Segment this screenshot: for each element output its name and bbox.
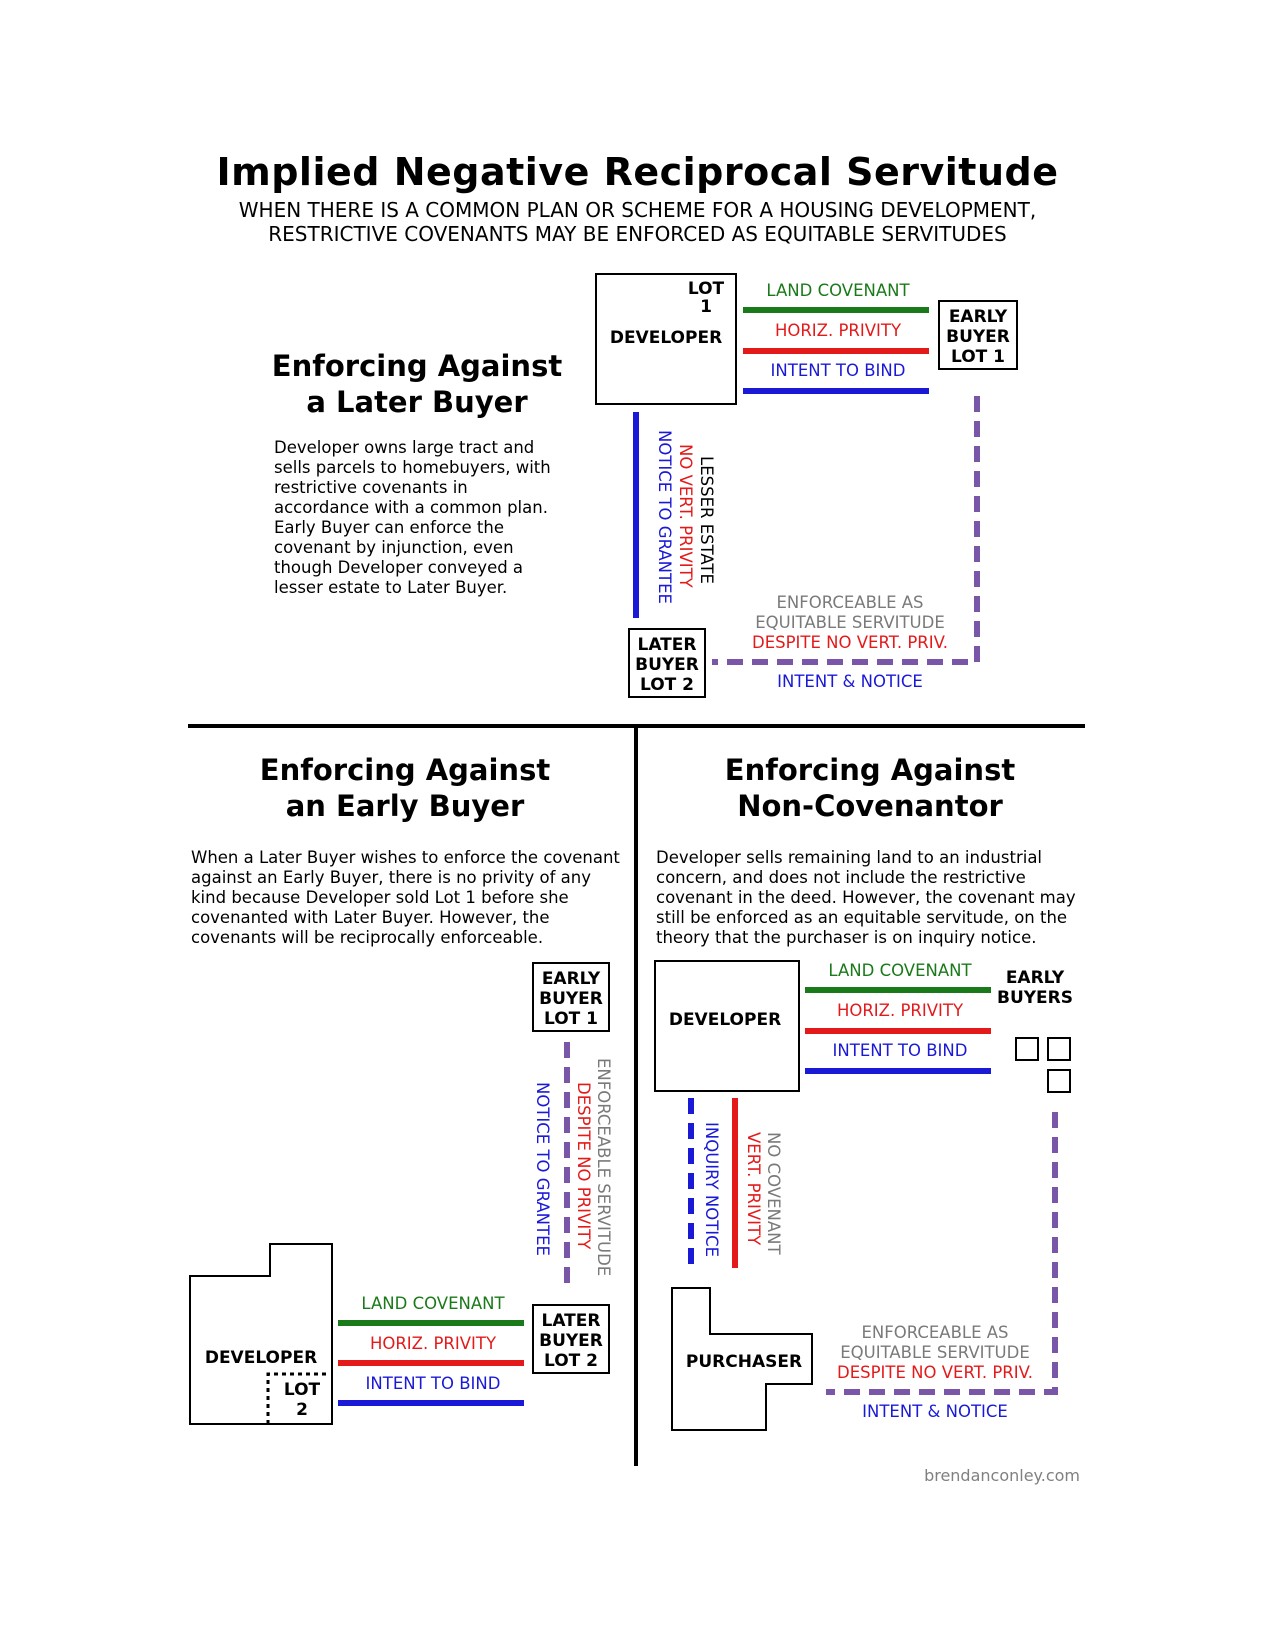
red-bar-section3 [805, 1028, 991, 1034]
later-buyer-label-section1 [628, 635, 706, 695]
intent-to-bind-label-section3: INTENT TO BIND [832, 1041, 968, 1060]
early-buyer-label-line2: BUYER [946, 327, 1010, 347]
early-buyer-label-section1 [938, 307, 1018, 367]
green-bar-section3 [805, 987, 991, 993]
section3-heading [690, 752, 1050, 824]
later-buyer-label-line1: LATER [637, 635, 697, 655]
green-bar-section1 [743, 307, 929, 313]
vert-privity-label-section3: VERT. PRIVITY [744, 1132, 763, 1246]
lot1-label-section1 [678, 280, 734, 316]
section2-description: When a Later Buyer wishes to enforce the covenant against an Early Buyer, there is no privity of any kind because Developer sold Lot 1 before she covenanted with Later Buyer. However, the covenants will be reciprocally enforceable. [191, 848, 620, 947]
blue-bar-section1 [743, 388, 929, 394]
later-buyer-label2-line1: LATER [541, 1311, 601, 1331]
page-subtitle-line2: RESTRICTIVE COVENANTS MAY BE ENFORCED AS EQUITABLE SERVITUDES [268, 222, 1007, 246]
horiz-privity-label-section2: HORIZ. PRIVITY [369, 1334, 497, 1353]
early-buyer-label-line3: LOT 1 [950, 347, 1006, 367]
page-title: Implied Negative Reciprocal Servitude [216, 150, 1059, 194]
lot2-label-line2: 2 [296, 1400, 308, 1420]
enforceable-as-label-section3: ENFORCEABLE AS [861, 1323, 1009, 1342]
intent-to-bind-label-section2: INTENT TO BIND [365, 1374, 501, 1393]
blue-bar-section3 [805, 1068, 991, 1074]
section2-heading-line1: Enforcing Against [259, 753, 551, 787]
land-covenant-label-section3: LAND COVENANT [828, 961, 972, 980]
section3-heading-line2: Non-Covenantor [737, 789, 1003, 823]
section1-heading [262, 348, 572, 420]
early-buyer-label2-line1: EARLY [541, 969, 601, 989]
later-buyer-label2-line2: BUYER [539, 1331, 603, 1351]
developer-label-section2: DEVELOPER [204, 1348, 318, 1368]
later-buyer-label2-line3: LOT 2 [543, 1351, 599, 1371]
page-subtitle-line1: WHEN THERE IS A COMMON PLAN OR SCHEME FOR A HOUSING DEVELOPMENT, [238, 198, 1037, 222]
developer-label-section1: DEVELOPER [609, 328, 723, 348]
early-buyers-label-line1: EARLY [1005, 968, 1065, 988]
lot1-label-line2: 1 [700, 297, 712, 317]
section1-heading-line1: Enforcing Against [271, 349, 563, 383]
site-credit: brendanconley.com [924, 1466, 1080, 1485]
lot2-label-line1: LOT [283, 1380, 321, 1400]
early-buyer-label-line1: EARLY [948, 307, 1008, 327]
inquiry-notice-label: INQUIRY NOTICE [702, 1122, 721, 1258]
lot1-label-line1: LOT [687, 279, 725, 299]
lesser-estate-label: LESSER ESTATE [697, 456, 716, 584]
early-buyers-label-section3 [990, 968, 1080, 1008]
no-vert-privity-label-section1: NO VERT. PRIVITY [676, 444, 695, 588]
land-covenant-label-section2: LAND COVENANT [361, 1294, 505, 1313]
horiz-privity-label-section1: HORIZ. PRIVITY [774, 321, 902, 340]
blue-bar-section2 [338, 1400, 524, 1406]
early-buyer-box-c [1048, 1070, 1070, 1092]
equitable-servitude-label-section1: EQUITABLE SERVITUDE [755, 613, 945, 632]
section2-heading-line2: an Early Buyer [285, 789, 525, 823]
early-buyer-label2-line2: BUYER [539, 989, 603, 1009]
intent-to-bind-label-section1: INTENT TO BIND [770, 361, 906, 380]
land-covenant-label-section1: LAND COVENANT [766, 281, 910, 300]
enforceable-servitude-label-section2: ENFORCEABLE SERVITUDE [594, 1058, 613, 1277]
lot2-label-section2 [274, 1380, 330, 1420]
red-bar-section1 [743, 348, 929, 354]
early-buyer-box-a [1016, 1038, 1038, 1060]
section3-heading-line1: Enforcing Against [724, 753, 1016, 787]
section3-description: Developer sells remaining land to an industrial concern, and does not include the restrictive covenant in the deed. However, the covenant may still be enforced as an equitable servitude, on the theory that the purchaser is on inquiry notice. [656, 848, 1076, 947]
red-bar-section2 [338, 1360, 524, 1366]
intent-and-notice-label-section1: INTENT & NOTICE [777, 672, 923, 691]
purchaser-label: PURCHASER [685, 1352, 803, 1372]
section1-description: Developer owns large tract and sells parcels to homebuyers, with restrictive covenants in accordance with a common plan. Early Buyer can enforce the covenant by injunction, even though Developer conveyed a lesser estate to Later Buyer. [274, 438, 551, 597]
notice-to-grantee-label-section2: NOTICE TO GRANTEE [533, 1082, 552, 1256]
section2-heading [230, 752, 580, 824]
equitable-servitude-label-section3: EQUITABLE SERVITUDE [840, 1343, 1030, 1362]
later-buyer-label-section2 [532, 1311, 610, 1371]
despite-no-vert-priv-label-section3: DESPITE NO VERT. PRIV. [836, 1363, 1034, 1382]
section1-heading-line2: a Later Buyer [306, 385, 528, 419]
early-buyer-box-b [1048, 1038, 1070, 1060]
intent-and-notice-label-section3: INTENT & NOTICE [862, 1402, 1008, 1421]
despite-no-vert-priv-label-section1: DESPITE NO VERT. PRIV. [751, 633, 949, 652]
later-buyer-label-line3: LOT 2 [639, 675, 695, 695]
green-bar-section2 [338, 1320, 524, 1326]
no-covenant-label: NO COVENANT [764, 1132, 783, 1255]
early-buyer-label-section2 [532, 969, 610, 1029]
developer-label-section3: DEVELOPER [668, 1010, 782, 1030]
early-buyers-label-line2: BUYERS [996, 988, 1074, 1008]
notice-to-grantee-label-section1: NOTICE TO GRANTEE [655, 430, 674, 604]
later-buyer-label-line2: BUYER [635, 655, 699, 675]
despite-no-privity-label-section2: DESPITE NO PRIVITY [574, 1082, 593, 1250]
enforceable-as-label-section1: ENFORCEABLE AS [776, 593, 924, 612]
early-buyer-label2-line3: LOT 1 [543, 1009, 599, 1029]
horiz-privity-label-section3: HORIZ. PRIVITY [836, 1001, 964, 1020]
